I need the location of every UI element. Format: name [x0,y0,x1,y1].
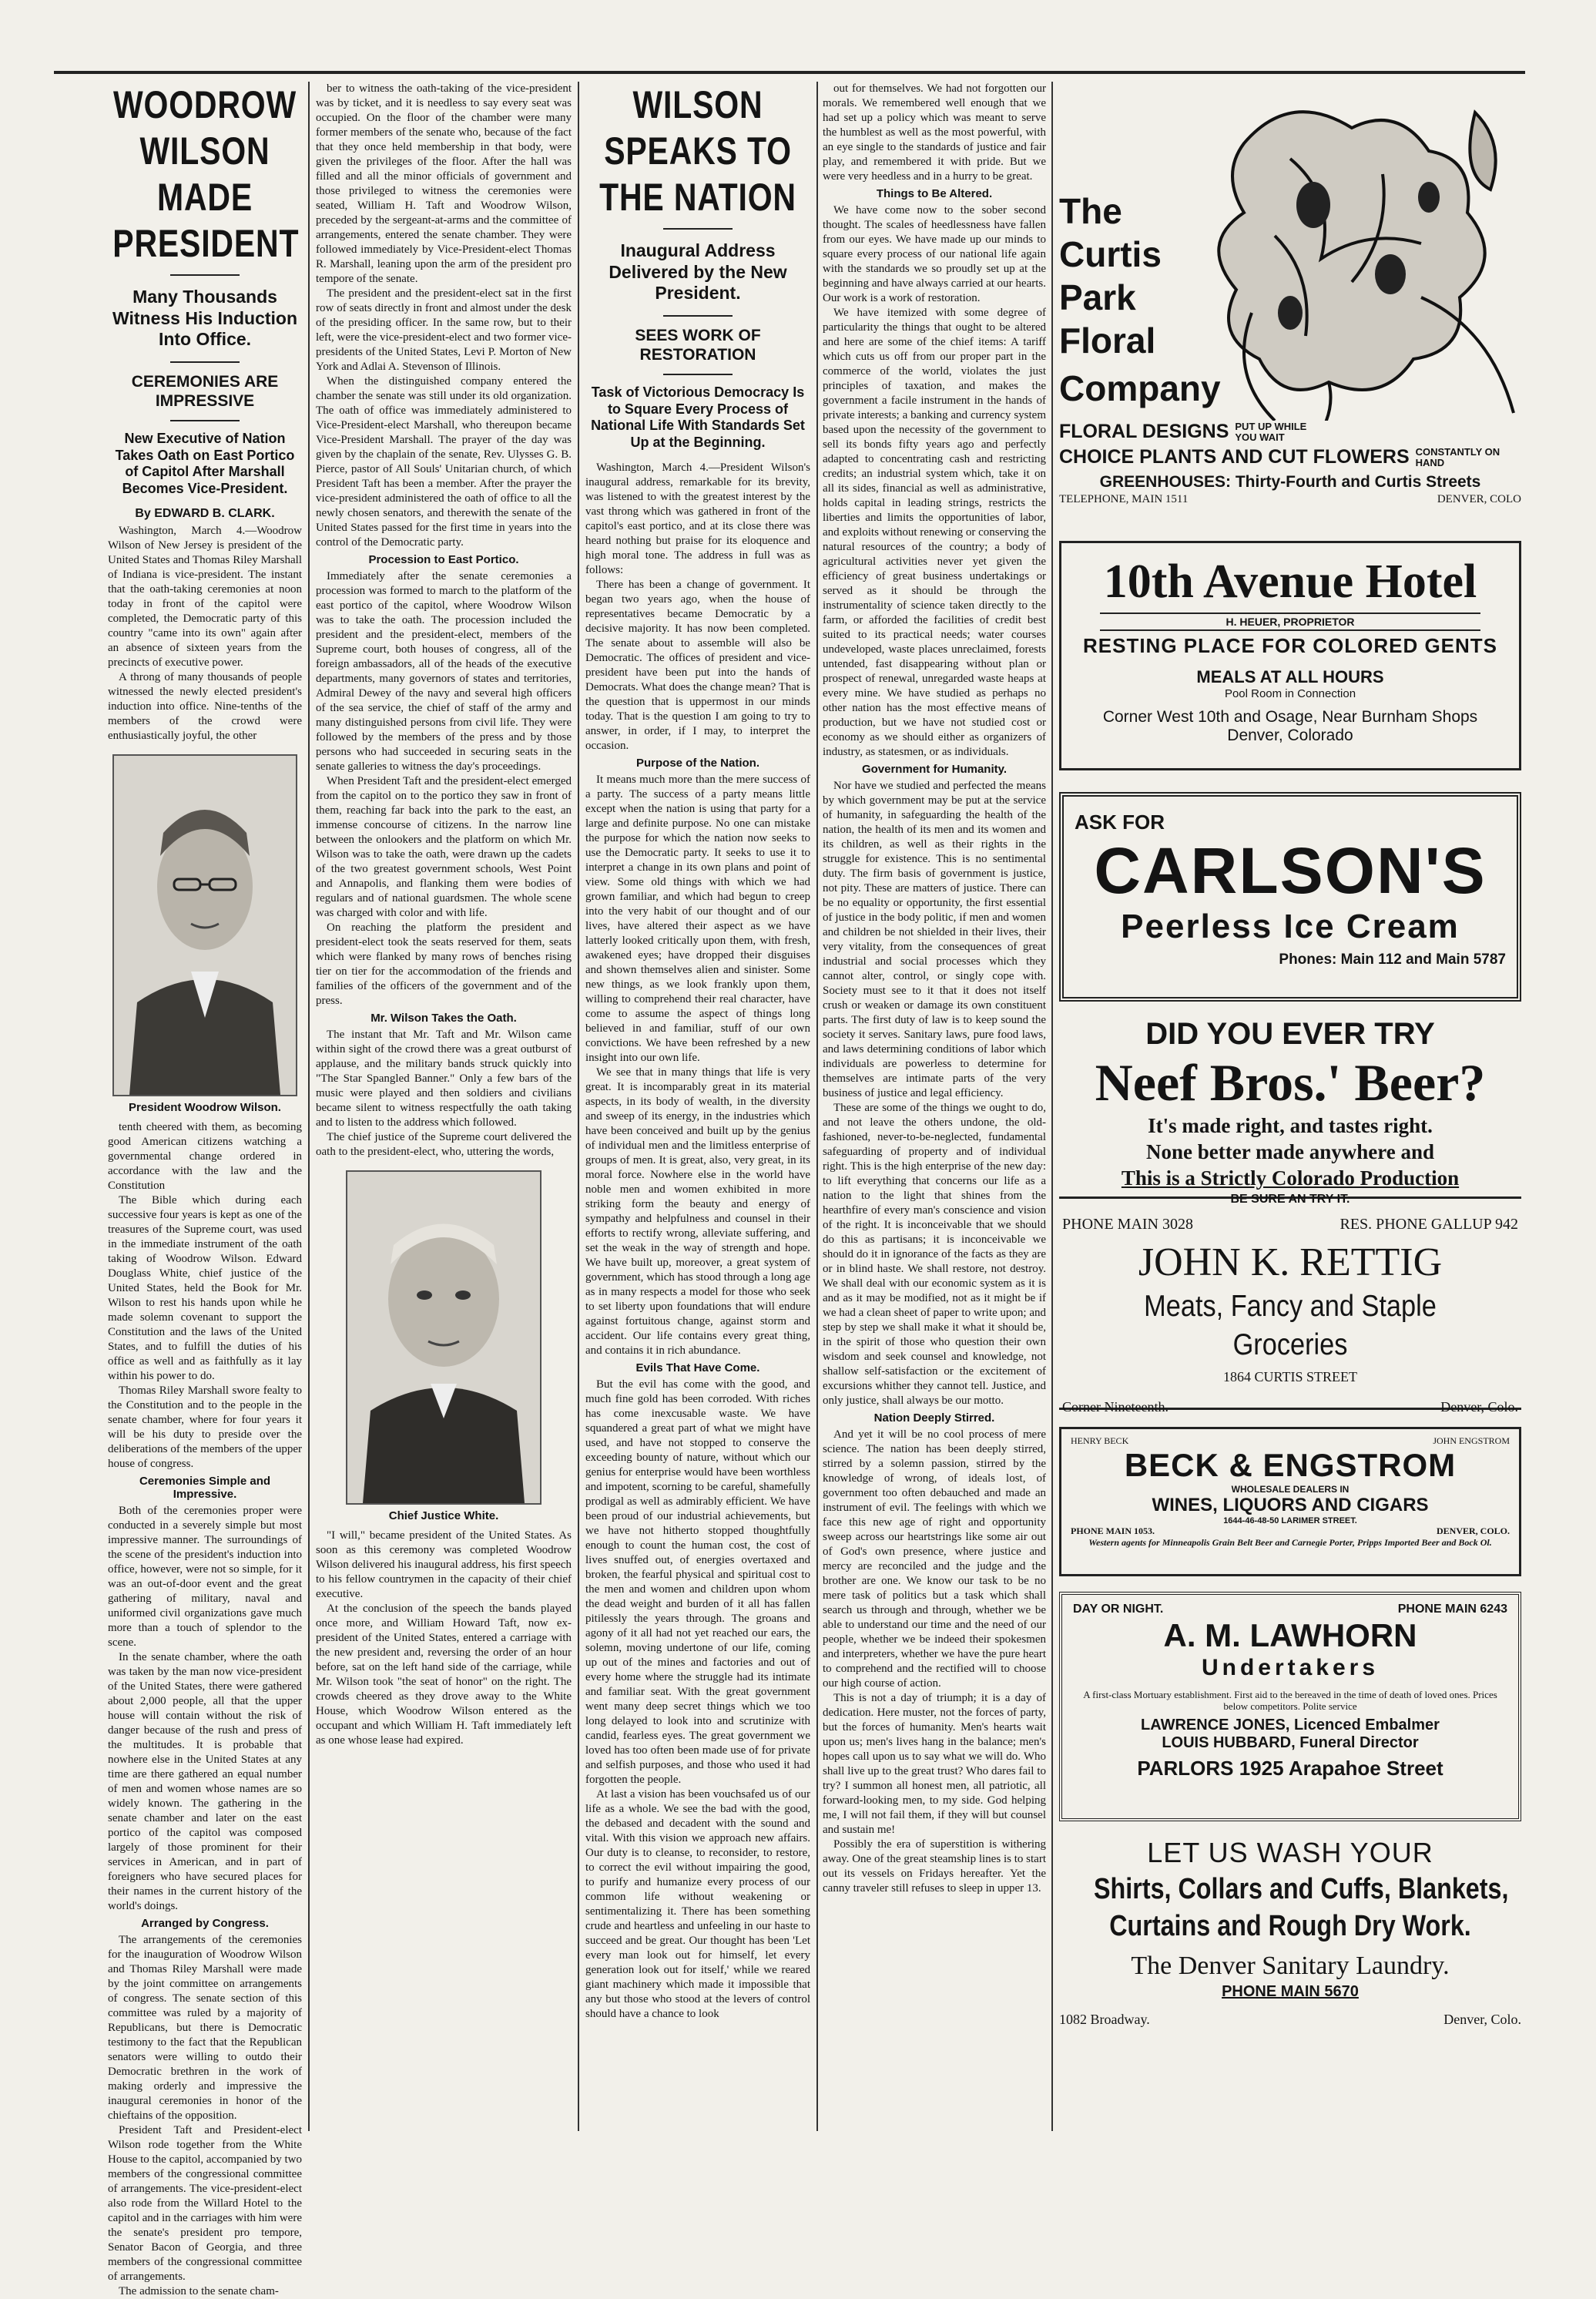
ad-title: 10th Avenue Hotel [1103,555,1477,608]
byline: By EDWARD B. CLARK. [135,506,275,520]
ad-text: Phones: Main 112 and Main 5787 [1279,951,1506,968]
ad-text: Denver, Colorado [1227,727,1353,744]
ad-text: PARLORS 1925 Arapahoe Street [1137,1757,1443,1780]
portrait-caption: Chief Justice White. [388,1509,499,1522]
ad-text: Corner West 10th and Osage, Near Burnham Shops [1102,708,1478,726]
ad-text: PHONE MAIN 1053. [1071,1525,1155,1536]
subhead: Evils That Have Come. [635,1361,760,1374]
paragraph: Both of the ceremonies proper were conducted in a severely simple but most impressive manner. The surroundings of the scene of the president's induction into office, however, were not so simple, for it was an out-of-door event and the great gathering of military, naval and uniformed civil organizations gave much more than a touch of splendor to the scene. [108,1504,302,1649]
article-body [823,82,1046,1896]
paragraph: "I will," became president of the United States. As soon as this ceremony was completed Woodrow Wilson delivered his inaugural address, his first speech to his fellow countrymen in the capacity of their chief executive. [316,1529,572,1600]
paragraph: Possibly the era of superstition is withering away. One of the great steamship lines is to start out its vessels on Fridays hereafter. Yet the canny traveler still refuses to sleep in upper 13. [823,1838,1046,1895]
ad-title: Meats, Fancy and Staple Groceries [1144,1290,1437,1361]
divider [170,274,240,276]
ad-text: CONSTANTLY ON HAND [1415,445,1500,468]
ad-title: Shirts, Collars and Cuffs, Blankets, [1094,1873,1509,1905]
paragraph: When President Taft and the president-elect emerged from the capitol on to the portico they saw in front of them, reaching far back into the park to the east, an immense concourse of citizens. In the narrow line between the onlookers and the platform on which Mr. Wilson was to take the oath, were drawn up the cadets of the two greatest government schools, West Point and Annapolis, and flanking them were bodies of regulars and of national guardsmen. The whole scene was charged with color and with life. [316,775,572,919]
paragraph: There has been a change of government. It began two years ago, when the house of representatives became Democratic by a decisive majority. It has now been completed. The senate about to assemble will also be Democratic. The offices of president and vice-president have been put into the hands of Democrats. What does the change mean? That is the question that is uppermost in our minds today. That is the question I am going to try to answer, in order, if I may, to interpret the occasion. [585,578,810,752]
ad-title: The Denver Sanitary Laundry. [1131,1952,1450,1980]
ad-text: BE SURE AN TRY IT. [1230,1193,1350,1206]
paragraph: A throng of many thousands of people witnessed the newly elected president's induction into office. Nine-tenths of the members of the crowd were enthusiastically joyful, the other [108,670,302,742]
ad-text: PHONE MAIN 5670 [1222,1983,1359,2000]
deck: SEES WORK OF RESTORATION [635,326,761,364]
ad-title: BECK & ENGSTROM [1124,1447,1457,1483]
ad-neef-bros [1059,1015,1521,1206]
top-rule [54,71,1525,74]
ad-title: A. M. LAWHORN [1163,1617,1417,1653]
article-body [108,524,302,743]
ad-title: CARLSON'S [1094,834,1487,907]
ad-title: Curtains and Rough Dry Work. [1109,1910,1471,1942]
subhead: Nation Deeply Stirred. [873,1411,995,1425]
article-body [316,82,572,1160]
paragraph: We have itemized with some degree of particularity the things that ought to be altered and here are some of the chief items: A tariff which cuts us off from our proper part in the commerce of the world, violates the just principles of taxation, and makes the government a facile instrument in the hands of private interests; a banking and currency system based upon the necessity of the government to sell its bonds fifty years ago and perfectly adapted to concentrating cash and restricting credits; an industrial system which, take it on all its sides, financial as well as administrative, holds capital in leading strings, restricts the liberties and limits the opportunities of labor, and exploits without renewing or conserving the natural resources of the country; a body of agricultural activities never yet given the efficiency of great business undertakings or served as it should be through the instrumentality of science taken directly to the farm, or afforded the facilities of credit best suited to its practical needs; water courses undeveloped, waste places unreclaimed, forests untended, fast disappearing without plan or prospect of renewal, unregarded waste heaps at every mine. We have studied as perhaps no other nation has the most effective means of production, but we have not studied cost or economy as we should either as organizers of industry, as statesmen, or as individuals. [823,307,1046,758]
subhead: Mr. Wilson Takes the Oath. [370,1012,517,1025]
ad-text: It's made right, and tastes right. [1148,1114,1433,1137]
ad-text: LET US WASH YOUR [1147,1837,1433,1868]
deck: CEREMONIES ARE IMPRESSIVE [131,372,279,410]
paragraph: At the conclusion of the speech the bands played once more, and William Howard Taft, now ex-president of the United States, entered a carriage with the new president and, reversing the order of an hour before, sat on the left hand side of the carriage, while Mr. Wilson took "the seat of honor" on the right. The crowds cheered as they drove away to the White House, which Woodrow Wilson entered as the occupant and which William H. Taft immediately left as one whose lease had expired. [316,1603,572,1747]
ad-text: WHOLESALE DEALERS IN [1231,1484,1350,1495]
divider [170,361,240,363]
paragraph: The instant that Mr. Taft and Mr. Wilson came within sight of the crowd there was a great outburst of applause, and the military bands struck quickly into "The Star Spangled Banner." Only a few bars of the music were played and then soldiers and civilians became silent to witness respectfully the oath taking and to listen to the address which followed. [316,1029,572,1129]
paragraph: out for themselves. We had not forgotten our morals. We remembered well enough that we had set up a policy which was meant to serve the humblest as well as the most powerful, with an eye single to the standards of justice and fair play, and remembered it with pride. But we were very heedless and in a hurry to be great. [823,82,1046,183]
ad-text: DAY OR NIGHT. [1073,1603,1164,1616]
paragraph: tenth cheered with them, as becoming good American citizens watching a governmental change ordered in accordance with the law and the Constitution [108,1120,302,1192]
portrait-image [347,1172,540,1503]
article-body-continued [316,1529,572,1748]
ad-text: H. HEUER, PROPRIETOR [1100,613,1480,631]
paragraph: The Bible which during each successive four years is kept as one of the treasures of the Supreme court, was used in the immediate instrument of the oath taking of Woodrow Wilson. Edward Douglass White, chief justice of the United States, held the Book for Mr. Wilson to rest his hands upon while he made solemn covenant to support the Constitution and the laws of the United States, and to fulfill the duties of his office as well and as faithfully as it lay within his power to do. [108,1193,302,1382]
ad-text: RESTING PLACE FOR COLORED GENTS [1082,634,1498,657]
column-divider [816,82,818,2131]
ad-text: PUT UP WHILE YOU WAIT [1235,420,1307,443]
ad-text: RES. PHONE GALLUP 942 [1340,1216,1518,1233]
ad-text: PHONE MAIN 6243 [1397,1603,1507,1616]
ad-text: Denver, Colo. [1440,1399,1518,1415]
headline: WILSON SPEAKS TO THE NATION [599,83,796,219]
paragraph: Washington, March 4.—President Wilson's inaugural address, remarkable for its brevity, was listened to with the greatest interest by the vast throng which was gathered in front of the capitol's east portico, and at its close there was heard nothing but praise for its eloquence and high moral tone. The address in full was as follows: [585,461,810,576]
deck: Many Thousands Witness His Induction Into Office. [112,287,298,350]
subhead: Arranged by Congress. [141,1916,269,1930]
divider [663,228,733,230]
ad-title-line: Company [1059,367,1229,410]
ad-text: DENVER, COLO [1437,493,1521,505]
ad-text: ASK FOR [1075,811,1165,834]
ad-curtis-park-floral [1059,82,1521,529]
paragraph: At last a vision has been vouchsafed us of our life as a whole. We see the bad with the good, the debased and decadent with the sound and vital. With this vision we approach new affairs. Our duty is to cleanse, to reconsider, to restore, to correct the evil without impairing the good, to purify and humanize every process of our common life without weakening or sentimentalizing it. There has been something crude and heartless and unfeeling in our haste to succeed and be great. Our thought has been 'Let every man look out for himself, let every generation look out for itself,' while we reared giant machinery which made it impossible that any but those who stood at the levers of control should have a chance to look [585,1787,810,2020]
ad-10th-avenue-hotel [1059,541,1521,770]
paragraph: In the senate chamber, where the oath was taken by the man now vice-president of the United States, there were gathered about 2,000 people, all that the upper house will contain without the risk of danger because of the rush and press of the multitudes. It is probable that nowhere else in the United States at any time are there gathered an equal number of men and women whose names are so widely known. The gathering in the senate chamber and later on the east portico of the capitol was composed largely of those prominent for their services in American, and in part of foreigners who have secured places for their names in the current history of the world's doings. [108,1650,302,1912]
deck: Task of Victorious Democracy Is to Square Every Process of National Life With Standards Set Up at the Beginning. [591,384,805,450]
ad-title: Peerless Ice Cream [1121,908,1460,945]
ad-text: LAWRENCE JONES, Licenced Embalmer [1141,1717,1440,1733]
paragraph: Nor have we studied and perfected the means by which government may be put at the service of humanity, in safeguarding the health of the nation, the health of its men and its women and its children, as well as their rights in the struggle for existence. This is no sentimental duty. The firm basis of government is justice, not pity. These are matters of justice. There can be no equality or opportunity, the first essential of justice in the body politic, if men and women and children be not shielded in their lives, their very vitality, from the consequences of great industrial and social processes which they cannot alter, control, or singly cope with. Society must see to it that it does not itself crush or weaken or damage its own constituent parts. The first duty of law is to keep sound the society it serves. Sanitary laws, pure food laws, and laws determining conditions of labor which individuals are powerless to determine for themselves are intimate parts of the very business of justice and legal efficiency. [823,780,1046,1099]
column-divider [578,82,579,2131]
headline: WOODROW WILSON MADE PRESIDENT [112,83,300,265]
ad-details [1059,421,1521,506]
article-wilson-continued [316,82,572,2131]
article-body-continued [108,1120,302,2299]
paragraph: ber to witness the oath-taking of the vice-president was by ticket, and it is needless to say every seat was occupied. On the floor of the chamber were many former members of the senate who, because of the fact that they once held membership in that body, were given the privileges of the floor. After the hall was filled and all the minor officials of government and those privileged to witness the ceremonies were seated, William H. Taft and Woodrow Wilson, preceded by the sergeant-at-arms and the committee of arrangements, entered the senate chamber. They were followed immediately by Vice-President-elect Thomas R. Marshall, leaning upon the arm of the president pro tempore of the senate. [316,82,572,285]
paragraph: Thomas Riley Marshall swore fealty to the Constitution and to the people in the senate chamber, where for four years it will be his duty to preside over the deliberations of the members of the upper house of congress. [108,1384,302,1470]
divider [663,374,733,375]
ad-title: JOHN K. RETTIG [1138,1240,1443,1284]
ad-text: 1644-46-48-50 LARIMER STREET. [1223,1516,1357,1525]
ad-text: PHONE MAIN 3028 [1062,1216,1193,1233]
paragraph: And yet it will be no cool process of mere science. The nation has been deeply stirred, stirred by a solemn passion, stirred by the knowledge of wrong, of ideals lost, of government too often debauched and made an instrument of evil. The feelings with which we face this new age of right and opportunity sweep across our heartstrings like some air out of God's own presence, where justice and mercy are reconciled and the judge and the brother are one. We know our task to be no mere task of politics but a task which shall search us through and through, whether we be able to understand our time and the need of our people, whether we be indeed their spokesmen and interpreters, whether we have the pure heart to comprehend and the rectified will to choose our high course of action. [823,1428,1046,1690]
ad-text: This is a Strictly Colorado Production [1121,1166,1460,1190]
portrait-image [114,756,296,1095]
paragraph: This is not a day of triumph; it is a day of dedication. Here muster, not the forces of party, but the forces of humanity. Men's hearts wait upon us; men's lives hang in the balance; men's hopes call upon us to say what we will do. Who shall live up to the great trust? Who dares fail to try? I summon all honest men, all patriotic, all forward-looking men, to my side. God helping me, I will not fail them, if they will but counsel and sustain me! [823,1692,1046,1836]
ad-text: None better made anywhere and [1146,1140,1434,1163]
ad-text: CHOICE PLANTS AND CUT FLOWERS [1059,446,1410,468]
ad-text: JOHN ENGSTROM [1433,1435,1510,1446]
subhead: Ceremonies Simple and Impressive. [139,1474,271,1501]
subhead: Purpose of the Nation. [635,756,759,770]
ad-beck-engstrom [1059,1427,1521,1576]
ad-text: DENVER, COLO. [1436,1525,1510,1536]
paragraph: When the distinguished company entered the chamber the senate was still under its old organization. The oath of office was immediately administered to Vice-President-elect Marshall, who thereupon became Vice-President Marshall. The prayer of the day was given by the chaplain of the senate, Rev. Ulysses G. B. Pierce, pastor of All Souls' Unitarian church, of which President Taft has been a member. After the prayer the vice-president administered the oath of office to all the newly chosen senators, and therewith the senate of the United States passed for the first time in years into the control of the Democratic party. [316,375,572,549]
ad-title-line: Curtis [1059,234,1162,274]
paragraph: The president and the president-elect sat in the first row of seats directly in front and almost under the desk of the presiding officer. In the same row, but to their left, were the vice-president-elect and two former vice-presidents of the United States, Levi P. Morton of New York and Adlai A. Stevenson of Illinois. [316,287,572,373]
paragraph: But the evil has come with the good, and much fine gold has been corroded. With riches has come inexcusable waste. We have squandered a great part of what we might have used, and have not stopped to conserve the exceeding bounty of nature, without which our genius for enterprise would have been worthless and impotent, scorning to be careful, shamefully prodigal as well as admirably efficient. We have been proud of our industrial achievements, but we have not hitherto stopped thoughtfully enough to count the human cost, the cost of lives snuffed out, of energies overtaxed and broken, the fearful physical and spiritual cost to the men and women and children upon whom the dead weight and burden of it all has fallen pitilessly the years through. The groans and agony of it all had not yet reached our ears, the solemn, moving undertone of our life, coming up out of the mines and factories and out of every home where the struggle had its intimate and familiar seat. With the great government went many deep secret things which we too long delayed to look into and scrutinize with candid, fearless eyes. The great government we loved has too often been made use of for private and selfish purposes, and those who used it had forgotten the people. [585,1378,810,1786]
ad-title-line: Floral [1059,321,1156,361]
paragraph: The arrangements of the ceremonies for the inauguration of Woodrow Wilson and Thomas Riley Marshall were made by the joint committee on arrangements of congress. The senate section of this committee was ruled by a majority of Republicans, but there is Democratic testimony to the fact that the Republican senators were willing to outdo their Democratic brethren in the work of making orderly and impressive the inaugural ceremonies in honor of the chieftains of the opposition. [108,1933,302,2122]
paragraph: The admission to the senate cham- [119,2284,279,2297]
ad-text: FLORAL DESIGNS [1059,421,1229,442]
ad-title [1059,190,1198,362]
ad-title: Neef Bros.' Beer? [1095,1053,1486,1112]
subhead: Things to Be Altered. [876,187,993,200]
subhead: Government for Humanity. [861,763,1008,776]
ad-text: TELEPHONE, MAIN 1511 [1059,493,1189,505]
ad-lawhorn [1059,1592,1521,1821]
ad-text: HENRY BECK [1071,1435,1129,1446]
column-divider [1051,82,1053,2131]
subhead: Procession to East Portico. [368,553,519,566]
portrait-caption: President Woodrow Wilson. [129,1100,281,1114]
ad-carlsons [1059,792,1521,1002]
ad-text: A first-class Mortuary establishment. First aid to the bereaved in the time of death of loved ones. Prices below competitors. Polite service [1083,1689,1497,1712]
ad-title-line: Park [1059,277,1136,317]
column-divider [308,82,310,2131]
article-wilson-made-president [108,82,303,2297]
ad-text: LOUIS HUBBARD, Funeral Director [1162,1734,1419,1751]
divider [663,315,733,317]
ad-john-rettig [1059,1210,1521,1415]
article-wilson-speaks [585,82,810,2131]
ad-text: WINES, LIQUORS AND CIGARS [1152,1495,1429,1515]
white-portrait [346,1170,542,1505]
paragraph: These are some of the things we ought to do, and not leave the others undone, the old-fashioned, never-to-be-neglected, fundamental safeguarding of property and of individual right. This is the high enterprise of the new day: to lift everything that concerns our life as a nation to the light that shines from the hearthfire of every man's conscience and vision of the right. It is inconceivable that we should do this as partisans; it is inconceivable we should do it in ignorance of the facts as they are or in blind haste. We shall restore, not destroy. We shall deal with our economic system as it is and as it may be modified, not as it might be if we had a clean sheet of paper to write upon; and step by step we shall make it what it should be, in the spirit of those who question their own wisdom and seek counsel and knowledge, not shallow self-satisfaction or the excitement of excursions whither they cannot tell. Justice, and only justice, shall always be our motto. [823,1102,1046,1407]
ad-title-line: The [1059,191,1122,231]
paragraph: It means much more than the mere success of a party. The success of a party means little except when the nation is using that party for a large and definite purpose. No one can mistake the purpose for which the nation now seeks to use the Democratic party. It seeks to use it to interpret a change in its own plans and point of view. Some old things with which we had grown familiar, and which had begun to creep into the very habit of our thought and of our lives, have altered their aspect as we have latterly looked critically upon them, with fresh, awakened eyes; have dropped their disguises and shown themselves alien and sinister. Some new things, as we look frankly upon them, willing to comprehend their real character, have come to assume the aspect of things long believed in and familiar, stuff of our own convictions. We have been refreshed by a new insight into our own life. [585,773,810,1064]
paragraph: We have come now to the sober second thought. The scales of heedlessness have fallen from our eyes. We have made up our minds to square every process of our national life again with the standards we so proudly set up at the beginning and have always carried at our hearts. Our work is a work of restoration. [823,204,1046,304]
deck: New Executive of Nation Takes Oath on East Portico of Capitol After Marshall Becomes Vice-President. [115,431,295,496]
paragraph: We see that in many things that life is very great. It is incomparably great in its material aspects, in its body of wealth, in the diversity and sweep of its energy, in the industries which have been conceived and built up by the genius of individual men and the limitless enterprise of groups of men. It is great, also, very great, in its moral force. Nowhere else in the world have noble men and women exhibited in more striking form the beauty and energy of sympathy and helpfulness and counsel in their efforts to rectify wrong, alleviate suffering, and set the weak in the way of strength and hope. We have built up, moreover, a great system of government, which has stood through a long age as in many respects a model for those who seek to set liberty upon foundations that will endure against fortuitous change, against storm and accident. Our life contains every great thing, and contains it in rich abundance. [585,1066,810,1357]
paragraph: Washington, March 4.—Woodrow Wilson of New Jersey is president of the United States and Thomas Riley Marshall of Indiana is vice-president. The instant that the oath-taking ceremonies at noon today in front of the capitol were completed, the Democratic party of this country "came into its own" again after an absence of sixteen years from the precincts of executive power. [108,524,302,669]
ad-text: GREENHOUSES: Thirty-Fourth and Curtis Streets [1099,473,1481,491]
ad-text: DID YOU EVER TRY [1145,1017,1435,1051]
divider [170,420,240,421]
ad-denver-sanitary-laundry [1059,1832,1521,2048]
ad-text: Denver, Colo. [1443,2012,1521,2027]
ad-text: Pool Room in Connection [1224,687,1356,700]
ad-text: MEALS AT ALL HOURS [1196,667,1384,686]
paragraph: On reaching the platform the president and president-elect took the seats reserved for them, seats which were flanked by many rows of benches rising tier on tier for the accommodation of the friends and families of the officers of the government and of the press. [316,921,572,1007]
ad-title: Undertakers [1201,1655,1380,1680]
ad-text: 1864 CURTIS STREET [1223,1369,1357,1384]
paragraph: President Taft and President-elect Wilson rode together from the White House to the capitol, accompanied by two members of the congressional committee of arrangements. The vice-president-elect also rode from the Willard Hotel to the capitol and in the carriages with him were the senate's president pro tempore, Senator Bacon of Georgia, and three members of the congressional committee of arrangements. [108,2123,303,2283]
paragraph: The chief justice of the Supreme court delivered the oath to the president-elect, who, uttering the words, [316,1131,572,1158]
ad-text: 1082 Broadway. [1059,2012,1150,2027]
article-body [585,461,810,2022]
wilson-portrait [112,754,297,1096]
article-wilson-speaks-continued [823,82,1046,2131]
paragraph: Immediately after the senate ceremonies a procession was formed to march to the platform of the east portico of the capitol, where Woodrow Wilson was to take the oath. The procession included the president and the president-elect, members of the Supreme court, both houses of congress, all of the foreign ambassadors, all of the heads of the executive departments, many governors of states and territories, Admiral Dewey of the navy and several high officers of the sea service, the chief of staff of the army and many distinguished persons from civil life. They were followed by the members of the press and by those persons who had succeeded in securing seats in the senate galleries to witness the day's proceedings. [316,570,572,773]
ad-text: Corner Nineteenth. [1062,1399,1168,1415]
ad-text: Western agents for Minneapolis Grain Belt Beer and Carnegie Porter, Pripps Imported Beer and Bock Ol. [1088,1537,1492,1548]
deck: Inaugural Address Delivered by the New President. [609,240,787,304]
